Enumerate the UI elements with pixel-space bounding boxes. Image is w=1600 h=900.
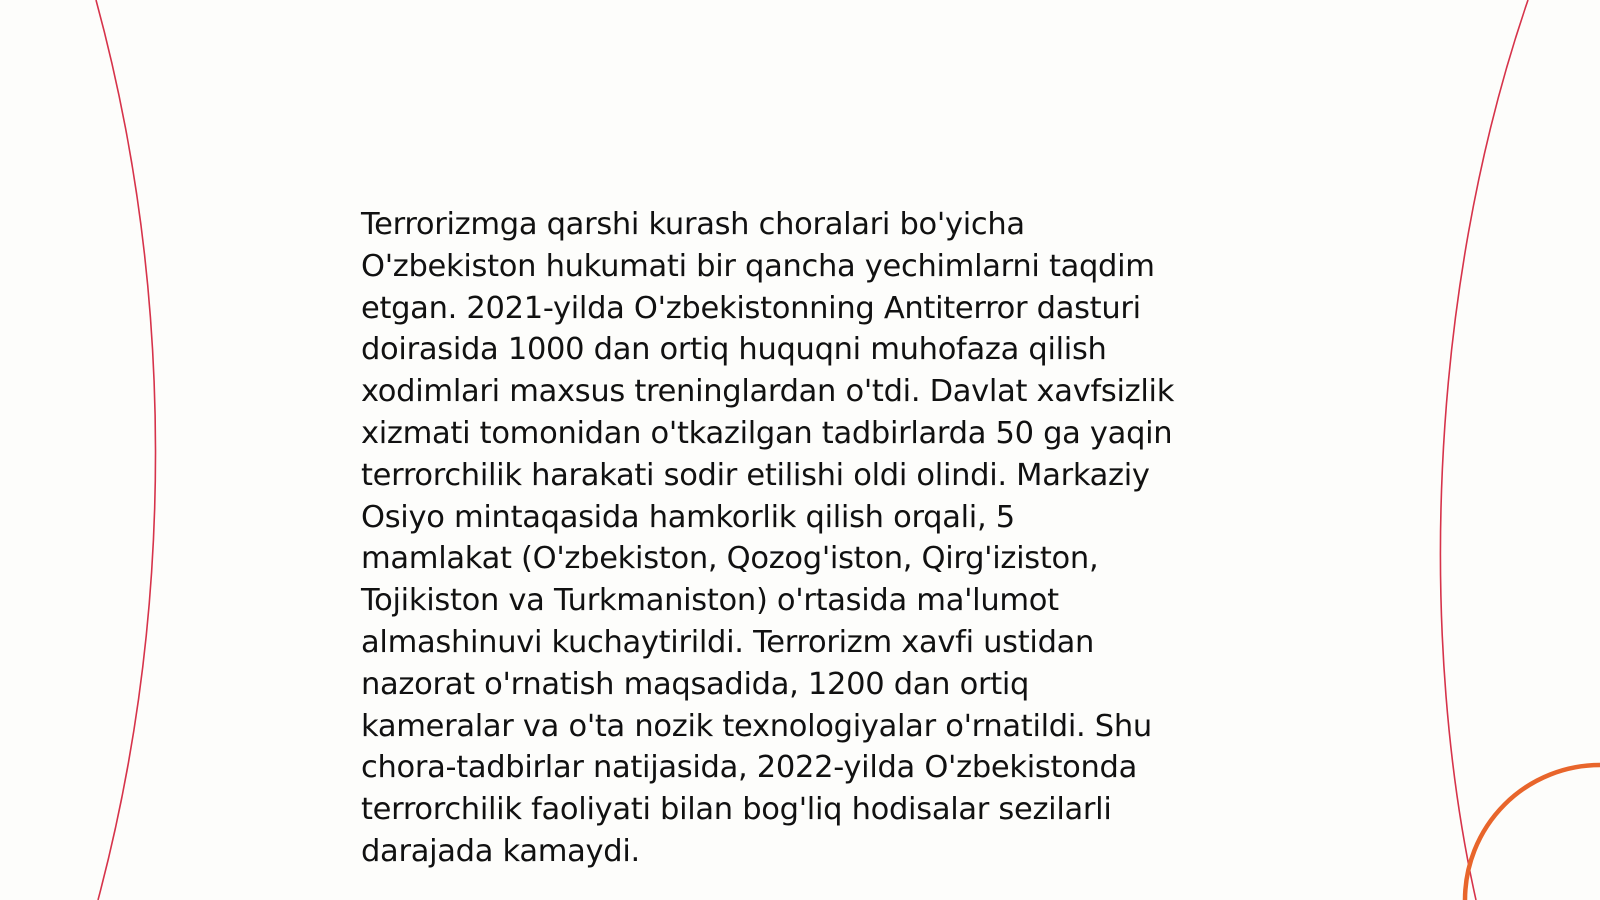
- right-curve-line: [1440, 0, 1528, 900]
- orange-arc: [1465, 765, 1600, 900]
- left-curve-line: [96, 0, 156, 900]
- slide-body-text: Terrorizmga qarshi kurash choralari bo'yicha O'zbekiston hukumati bir qancha yechimlarni taqdim etgan. 2021-yilda O'zbekistonning Antiterror dasturi doirasida 1000 dan ortiq huquqni muhofaza qilish xodimlari maxsus treninglardan o'tdi. Davlat xavfsizlik xizmati tomonidan o'tkazilgan tadbirlarda 50 ga yaqin terrorchilik harakati sodir etilishi oldi olindi. Markaziy Osiyo mintaqasida hamkorlik qilish orqali, 5 mamlakat (O'zbekiston, Qozog'iston, Qirg'iziston, Tojikiston va Turkmaniston) o'rtasida ma'lumot almashinuvi kuchaytirildi. Terrorizm xavfi ustidan nazorat o'rnatish maqsadida, 1200 dan ortiq kameralar va o'ta nozik texnologiyalar o'rnatildi. Shu chora-tadbirlar natijasida, 2022-yilda O'zbekistonda terrorchilik faoliyati bilan bog'liq hodisalar sezilarli darajada kamaydi.: [361, 207, 1175, 869]
